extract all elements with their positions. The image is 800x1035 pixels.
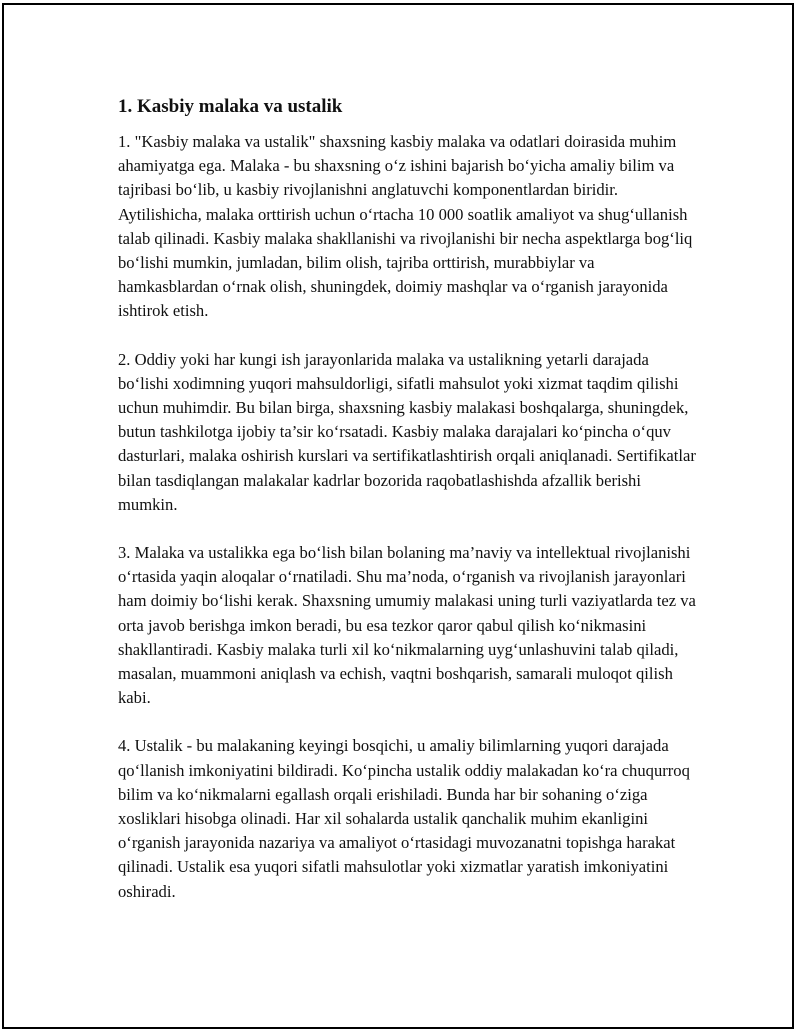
paragraph-3: 3. Malaka va ustalikka ega bo‘lish bilan bolaning ma’naviy va intellektual rivojlanishi o‘rtasida yaqin aloqalar o‘rnatiladi. Shu ma’noda, o‘rganish va rivojlanish jarayonlari ham doimiy bo‘lishi kerak. Shaxsning umumiy malakasi uning turli vaziyatlarda tez va orta javob berishga imkon beradi, bu esa tezkor qaror qabul qilish ko‘nikmasini shakllantiradi. Kasbiy malaka turli xil ko‘nikmalarning uyg‘unlashuvini talab qiladi, masalan, muammoni aniqlash va echish, vaqtni boshqarish, samarali muloqot qilish kabi. (118, 543, 696, 708)
paragraph-2: 2. Oddiy yoki har kungi ish jarayonlarida malaka va ustalikning yetarli darajada bo‘lishi xodimning yuqori mahsuldorligi, sifatli mahsulot yoki xizmat taqdim qilishi uchun muhimdir. Bu bilan birga, shaxsning kasbiy malakasi boshqalarga, shuningdek, butun tashkilotga ijobiy ta’sir ko‘rsatadi. Kasbiy malaka darajalari ko‘pincha o‘quv dasturlari, malaka oshirish kurslari va sertifikatlashtirish orqali aniqlanadi. Sertifikatlar bilan tasdiqlangan malakalar kadrlar bozorida raqobatlashishda afzallik berishi mumkin. (118, 349, 696, 514)
paragraph-4: 4. Ustalik - bu malakaning keyingi bosqichi, u amaliy bilimlarning yuqori darajada qo‘llanish imkoniyatini bildiradi. Ko‘pincha ustalik oddiy malakadan ko‘ra chuqurroq bilim va ko‘nikmalarni egallash orqali erishiladi. Bunda har bir sohaning o‘ziga xosliklari hisobga olinadi. Har xil sohalarda ustalik qanchalik muhim ekanligini o‘rganish jarayonida nazariya va amaliyot o‘rtasidagi muvozanatni topishga harakat qilinadi. Ustalik esa yuqori sifatli mahsulotlar yoki xizmatlar yaratish imkoniyatini oshiradi. (118, 736, 690, 901)
document-title: 1. Kasbiy malaka va ustalik (118, 96, 343, 117)
document-body (118, 94, 698, 928)
paragraph-1: 1. "Kasbiy malaka va ustalik" shaxsning kasbiy malaka va odatlari doirasida muhim ahamiyatga ega. Malaka - bu shaxsning o‘z ishini bajarish bo‘yicha amaliy bilim va tajribasi bo‘lib, u kasbiy rivojlanishni anglatuvchi komponentlardan biridir. Aytilishicha, malaka orttirish uchun o‘rtacha 10 000 soatlik amaliyot va shug‘ullanish talab qilinadi. Kasbiy malaka shakllanishi va rivojlanishi bir necha aspektlarga bog‘liq bo‘lishi mumkin, jumladan, bilim olish, tajriba orttirish, murabbiylar va hamkasblardan o‘rnak olish, shuningdek, doimiy mashqlar va o‘rganish jarayonida ishtirok etish. (118, 132, 693, 321)
